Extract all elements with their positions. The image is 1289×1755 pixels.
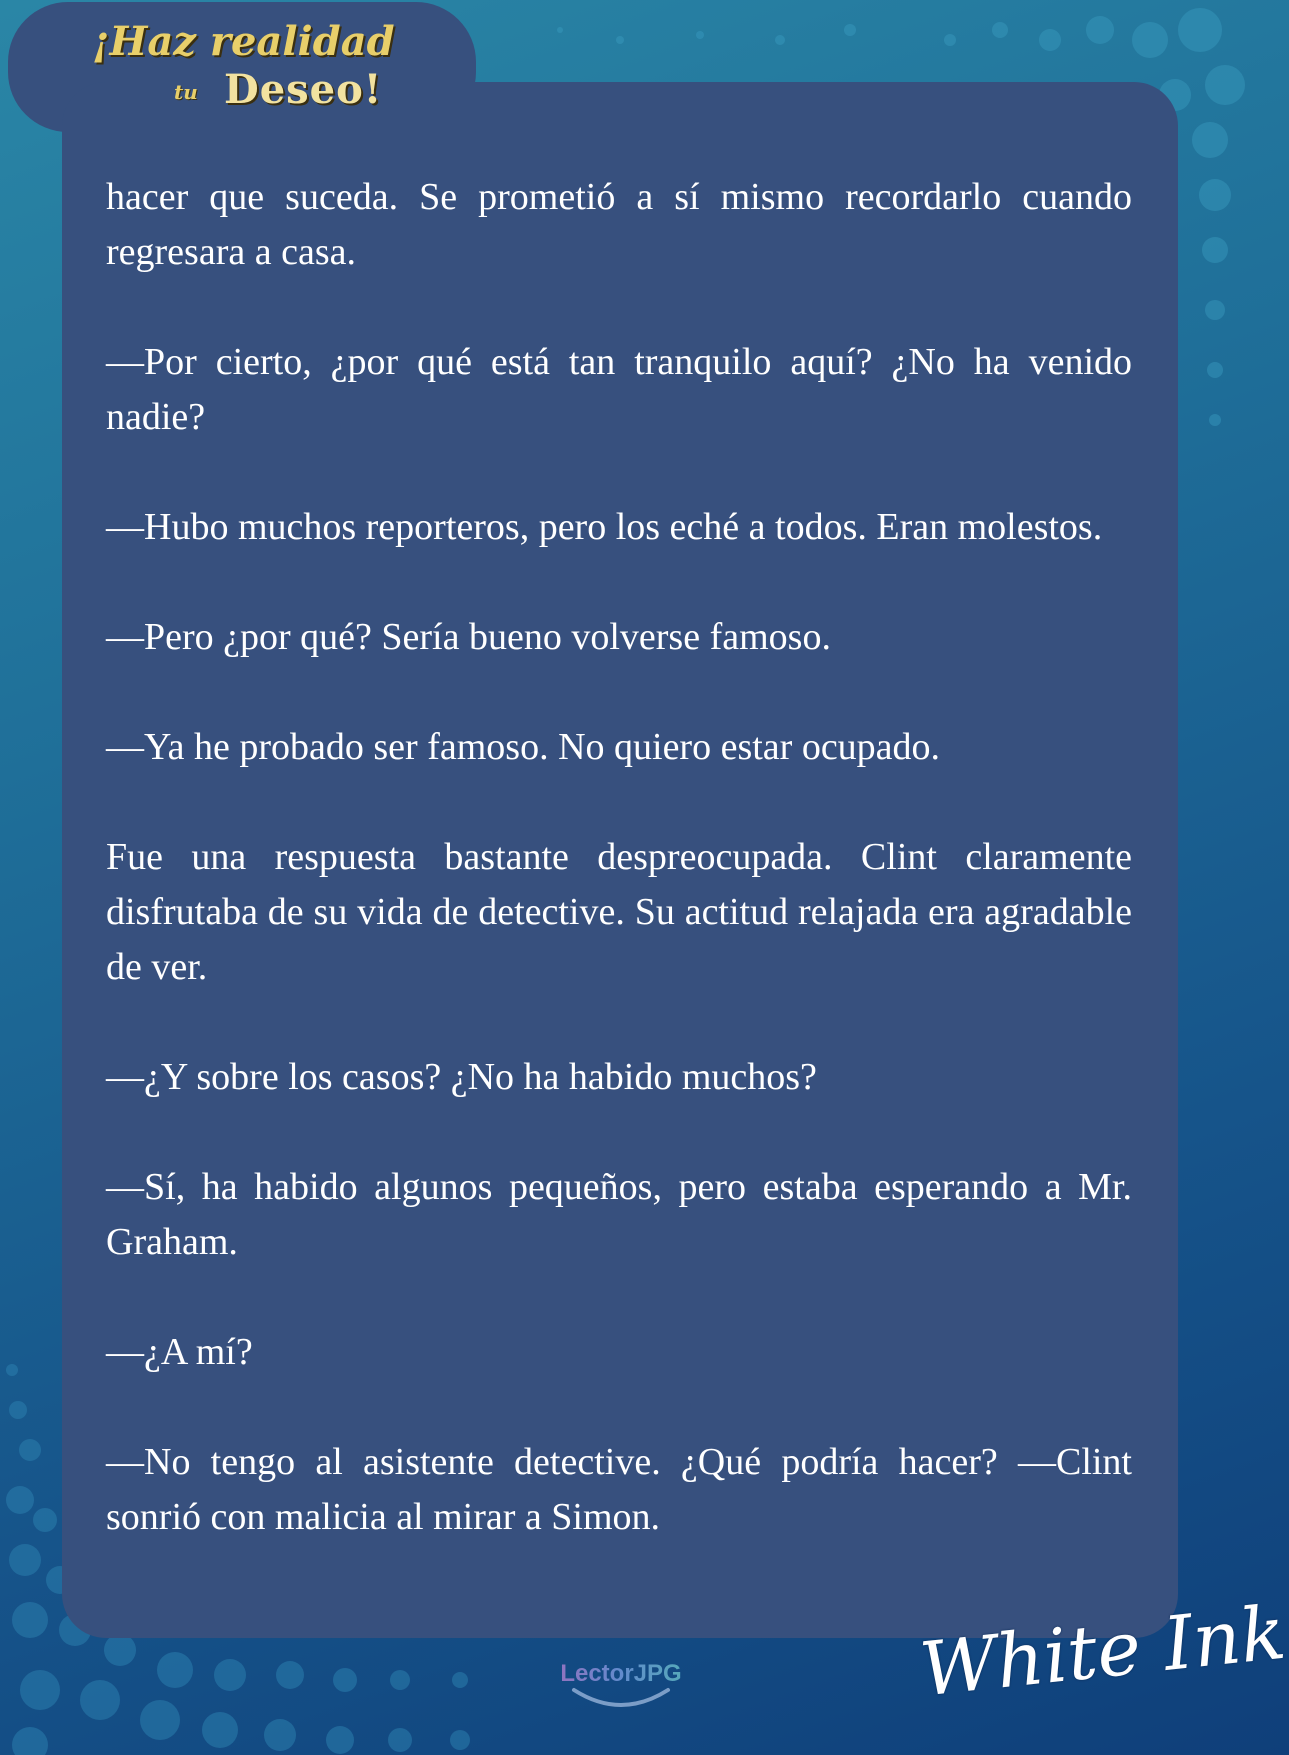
watermark-text: LectorJPG [546,1660,696,1688]
paragraph: —No tengo al asistente detective. ¿Qué podría hacer? —Clint sonrió con malicia al mirar a Simon. [106,1441,1132,1538]
paragraph: Fue una respuesta bastante despreocupada. Clint claramente disfrutaba de su vida de detective. Su actitud relajada era agradable de ver. [106,836,1132,988]
paragraph: hacer que suceda. Se prometió a sí mismo recordarlo cuando regresara a casa. [106,176,1132,273]
logo-line-2-big: Deseo! [224,66,383,113]
lectorjpg-watermark [546,1660,696,1708]
logo-line-2-small: tu [174,80,198,104]
logo-line-1: ¡Haz realidad [92,18,395,65]
white-ink-signature: White Ink [916,1589,1289,1714]
paragraph: —Sí, ha habido algunos pequeños, pero estaba esperando a Mr. Graham. [106,1166,1132,1263]
paragraph: —Ya he probado ser famoso. No quiero estar ocupado. [106,726,941,768]
story-text [106,170,1132,1545]
watermark-smile-icon [566,1686,676,1708]
paragraph: —¿A mí? [106,1331,253,1373]
paragraph: —Hubo muchos reporteros, pero los eché a todos. Eran molestos. [106,506,1103,548]
paragraph: —Pero ¿por qué? Sería bueno volverse famoso. [106,616,831,658]
paragraph: —Por cierto, ¿por qué está tan tranquilo aquí? ¿No ha venido nadie? [106,341,1132,438]
wish-logo [92,18,395,128]
paragraph: —¿Y sobre los casos? ¿No ha habido muchos? [106,1056,817,1098]
